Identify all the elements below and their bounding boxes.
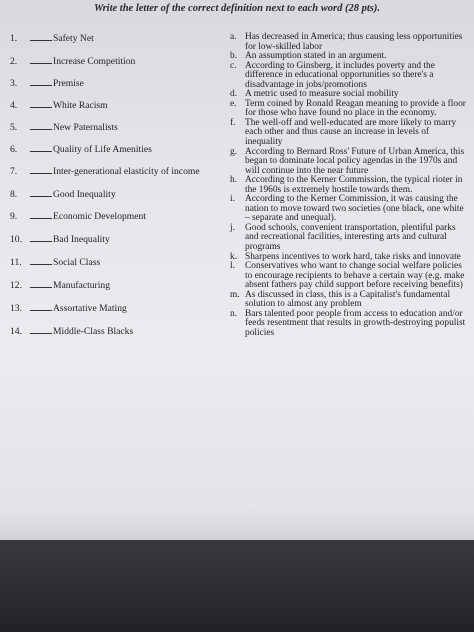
definition-text: Bars talented poor people from access to education and/or feeds resentment that results in growth-destroying populist policies bbox=[245, 308, 466, 338]
answer-blank[interactable] bbox=[30, 210, 52, 219]
term-number: 10. bbox=[10, 234, 22, 245]
definition-text: The well-off and well-educated are more likely to marry each other and thus cause an increase in levels of inequality bbox=[245, 117, 457, 148]
instructions-title: Write the letter of the correct definition next to each word (28 pts). bbox=[94, 3, 380, 14]
term-row bbox=[10, 165, 200, 177]
definition-item bbox=[230, 176, 466, 195]
definition-item bbox=[230, 33, 466, 52]
definition-list bbox=[230, 33, 466, 339]
definition-item bbox=[230, 195, 466, 224]
definition-letter: i. bbox=[230, 194, 235, 205]
term-row bbox=[10, 99, 108, 111]
term-number: 13. bbox=[10, 303, 22, 314]
definition-item bbox=[230, 224, 466, 253]
term-label: Increase Competition bbox=[53, 56, 136, 67]
term-row bbox=[10, 77, 84, 89]
term-number: 6. bbox=[10, 144, 18, 155]
term-row bbox=[10, 279, 110, 291]
term-row bbox=[10, 210, 146, 222]
definition-item bbox=[230, 310, 466, 339]
definition-item bbox=[230, 119, 466, 148]
definition-letter: a. bbox=[230, 32, 237, 42]
definition-text: Term coined by Ronald Reagan meaning to provide a floor for those who have found no place in the economy. bbox=[245, 98, 466, 119]
term-label: Quality of Life Amenities bbox=[53, 144, 152, 155]
dark-background bbox=[0, 540, 474, 632]
term-row bbox=[10, 302, 127, 314]
term-row bbox=[10, 32, 94, 44]
definition-letter: j. bbox=[230, 222, 235, 233]
term-number: 2. bbox=[10, 56, 18, 67]
term-label: Economic Development bbox=[53, 211, 146, 222]
definition-text: Sharpens incentives to work hard, take risks and innovate bbox=[245, 251, 461, 262]
term-label: New Paternalists bbox=[53, 122, 118, 133]
definition-text: According to the Kerner Commission, it was causing the nation to move toward two societies (one black, one white – separate and unequal). bbox=[245, 194, 464, 224]
definition-item bbox=[230, 291, 466, 310]
term-label: White Racism bbox=[53, 100, 108, 111]
term-label: Bad Inequality bbox=[53, 234, 110, 245]
definition-item bbox=[230, 262, 466, 291]
term-label: Social Class bbox=[53, 257, 101, 268]
definition-text: According to the Kerner Commission, the typical rioter in the 1960s is extremely hostile towards them. bbox=[245, 175, 463, 195]
term-number: 11. bbox=[10, 257, 22, 268]
definition-letter: c. bbox=[230, 60, 237, 71]
term-row bbox=[10, 55, 135, 67]
definition-item bbox=[230, 100, 466, 119]
answer-blank[interactable] bbox=[30, 233, 52, 242]
definition-letter: e. bbox=[230, 98, 237, 109]
definition-text: According to Bernard Ross' Future of Urban America, this began to dominate local policy agendas in the 1970s and will continue into the near future bbox=[245, 146, 465, 176]
definition-text: Has decreased in America; thus causing less opportunities for low-skilled labor bbox=[245, 32, 463, 52]
answer-blank[interactable] bbox=[30, 55, 52, 64]
term-label: Assortative Mating bbox=[53, 303, 127, 314]
definition-letter: n. bbox=[230, 308, 238, 319]
answer-blank[interactable] bbox=[30, 188, 52, 197]
answer-blank[interactable] bbox=[30, 99, 52, 108]
answer-blank[interactable] bbox=[30, 165, 52, 174]
term-row bbox=[10, 188, 116, 200]
answer-blank[interactable] bbox=[30, 77, 52, 86]
term-row bbox=[10, 325, 133, 337]
definition-text: According to Ginsberg, it includes poverty and the difference in educational opportunities so there's a disadvantage in jobs/promotions bbox=[245, 60, 435, 90]
term-label: Inter-generational elasticity of income bbox=[53, 166, 200, 177]
definition-letter: m. bbox=[230, 289, 240, 300]
answer-blank[interactable] bbox=[30, 279, 52, 288]
definition-text: As discussed in class, this is a Capitalist's fundamental solution to almost any problem bbox=[245, 289, 451, 310]
definition-item bbox=[230, 148, 466, 177]
term-row bbox=[10, 256, 100, 268]
definition-letter: g. bbox=[230, 146, 238, 157]
term-row bbox=[10, 233, 110, 245]
term-number: 12. bbox=[10, 280, 22, 291]
definition-text: An assumption stated in an argument. bbox=[245, 51, 387, 62]
term-number: 4. bbox=[10, 100, 18, 111]
definition-text: Conservatives who want to change social welfare policies to encourage recipients to behave a certain way (e.g. make absent fathers pay child support before receiving benefits) bbox=[245, 261, 465, 291]
definition-letter: l. bbox=[230, 261, 235, 272]
term-number: 7. bbox=[10, 166, 18, 177]
answer-blank[interactable] bbox=[30, 143, 52, 152]
answer-blank[interactable] bbox=[30, 302, 52, 311]
term-row bbox=[10, 121, 118, 133]
definition-letter: k. bbox=[230, 251, 238, 262]
term-label: Safety Net bbox=[53, 33, 94, 44]
definition-letter: f. bbox=[230, 117, 236, 128]
term-number: 9. bbox=[10, 211, 18, 222]
term-label: Middle-Class Blacks bbox=[53, 326, 134, 337]
term-label: Manufacturing bbox=[53, 280, 111, 291]
definition-letter: b. bbox=[230, 51, 238, 62]
definition-item bbox=[230, 62, 466, 91]
answer-blank[interactable] bbox=[30, 121, 52, 130]
term-number: 5. bbox=[10, 122, 18, 133]
answer-blank[interactable] bbox=[30, 32, 52, 41]
term-label: Premise bbox=[53, 78, 84, 89]
term-number: 8. bbox=[10, 189, 18, 200]
term-label: Good Inequality bbox=[53, 189, 116, 200]
answer-blank[interactable] bbox=[30, 325, 52, 334]
term-number: 14. bbox=[10, 326, 22, 337]
definition-text: A metric used to measure social mobility bbox=[245, 89, 399, 100]
term-number: 3. bbox=[10, 78, 18, 89]
definition-letter: d. bbox=[230, 89, 238, 100]
definition-text: Good schools, convenient transportation, plentiful parks and recreational facilities, interesting arts and cultural programs bbox=[245, 222, 456, 253]
term-number: 1. bbox=[10, 33, 18, 44]
answer-blank[interactable] bbox=[30, 256, 52, 265]
definition-letter: h. bbox=[230, 175, 238, 186]
page-bottom-edge bbox=[0, 505, 474, 545]
term-row bbox=[10, 143, 152, 155]
